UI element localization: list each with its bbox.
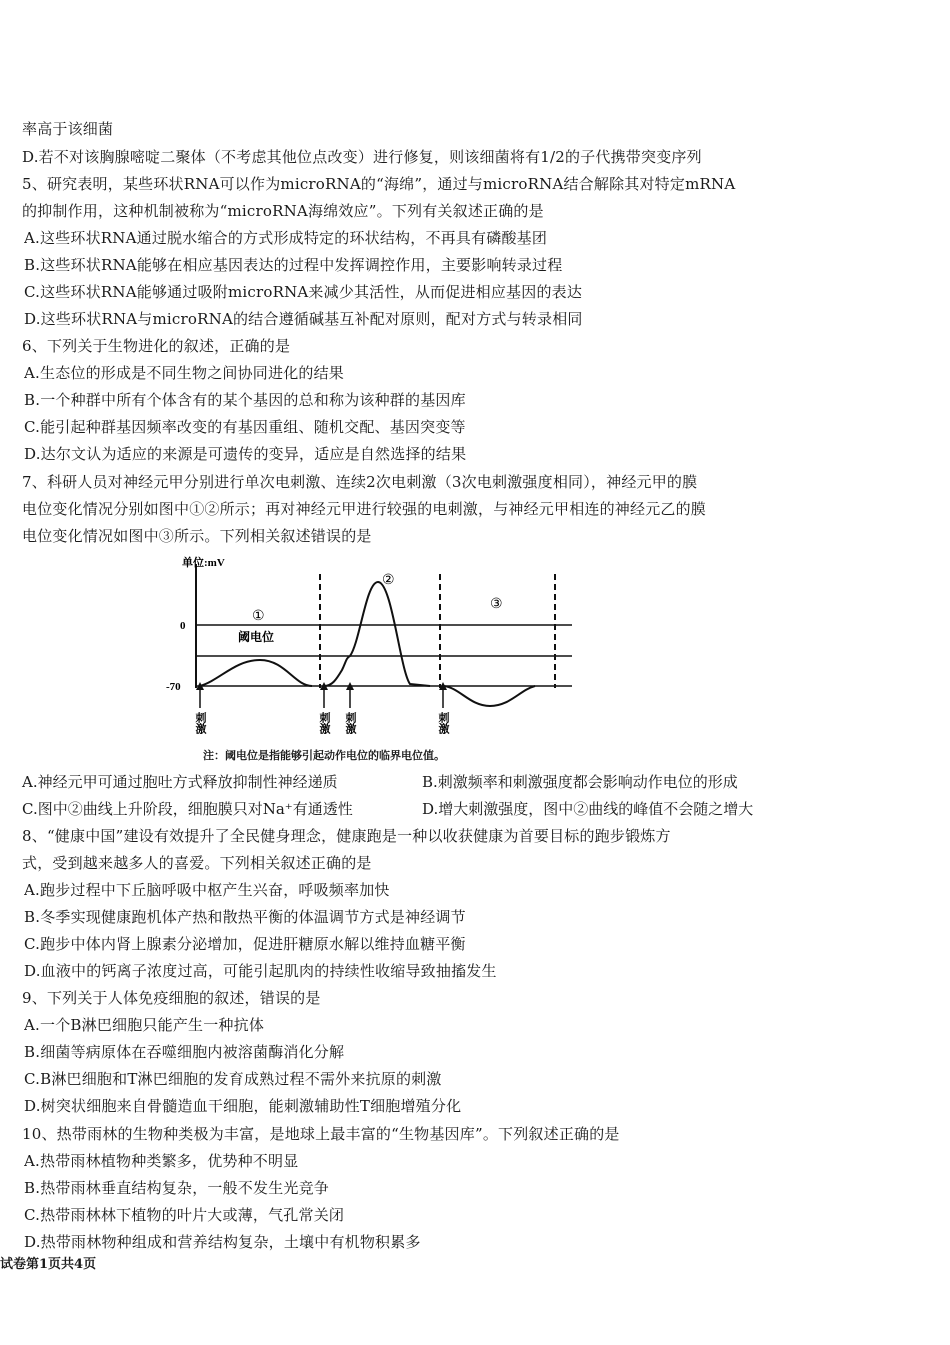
option-d: D.树突状细胞来自骨髓造血干细胞，能刺激辅助性T细胞增殖分化: [24, 1097, 462, 1115]
option-a: A.神经元甲可通过胞吐方式释放抑制性神经递质: [22, 773, 338, 791]
figure-note: 注：阈电位是指能够引起动作电位的临界电位值。: [203, 749, 445, 762]
option-c: C.图中②曲线上升阶段，细胞膜只对Na⁺有通透性: [22, 800, 353, 818]
option-d: D.达尔文认为适应的来源是可遗传的变异，适应是自然选择的结果: [24, 445, 467, 463]
option-d: D.热带雨林物种组成和营养结构复杂，土壤中有机物积累多: [24, 1233, 421, 1251]
page-footer: 试卷第1页共4页: [0, 1257, 97, 1272]
text-line: 电位变化情况如图中③所示。下列相关叙述错误的是: [22, 527, 372, 545]
question-10-stem: 10、热带雨林的生物种类极为丰富，是地球上最丰富的“生物基因库”。下列叙述正确的是: [22, 1125, 620, 1143]
tick-zero: 0: [180, 620, 186, 632]
curve-3: [444, 686, 535, 706]
option-b: B.热带雨林垂直结构复杂，一般不发生光竞争: [24, 1179, 329, 1197]
option-b: B.冬季实现健康跑机体产热和散热平衡的体温调节方式是神经调节: [24, 908, 466, 926]
option-d: D.这些环状RNA与microRNA的结合遵循碱基互补配对原则，配对方式与转录相同: [24, 310, 583, 328]
curve-1: [200, 660, 312, 686]
option-b: B.细菌等病原体在吞噬细胞内被溶菌酶消化分解: [24, 1043, 345, 1061]
question-8-stem: 8、“健康中国”建设有效提升了全民健身理念，健康跑是一种以收获健康为首要目标的跑步锻炼方: [22, 827, 671, 845]
option-a: A.跑步过程中下丘脑呼吸中枢产生兴奋，呼吸频率加快: [24, 881, 390, 899]
curve-2: [324, 582, 430, 686]
stimulus-label: 刺激: [194, 712, 206, 734]
text-line: 率高于该细菌: [22, 120, 114, 138]
question-9-stem: 9、下列关于人体免疫细胞的叙述，错误的是: [22, 989, 321, 1007]
option-d: D.血液中的钙离子浓度过高，可能引起肌肉的持续性收缩导致抽搐发生: [24, 962, 497, 980]
option-a: A.一个B淋巴细胞只能产生一种抗体: [24, 1016, 265, 1034]
option-row: [22, 771, 927, 793]
text-line: 的抑制作用，这种机制被称为“microRNA海绵效应”。下列有关叙述正确的是: [22, 202, 544, 220]
option-c: C.热带雨林林下植物的叶片大或薄，气孔常关闭: [24, 1206, 345, 1224]
stimulus-marker-1: [194, 682, 208, 735]
text-line: 式，受到越来越多人的喜爱。下列相关叙述正确的是: [22, 854, 372, 872]
question-5-stem: 5、研究表明，某些环状RNA可以作为microRNA的“海绵”，通过与microRNA结合解除其对特定mRNA: [22, 175, 736, 193]
question-7-stem: 7、科研人员对神经元甲分别进行单次电刺激、连续2次电刺激（3次电刺激强度相同），神经元甲的膜: [22, 473, 698, 491]
option-b: B.刺激频率和刺激强度都会影响动作电位的形成: [422, 773, 738, 791]
option-a: A.这些环状RNA通过脱水缩合的方式形成特定的环状结构，不再具有磷酸基团: [24, 229, 548, 247]
threshold-label: 阈电位: [238, 630, 275, 644]
option-c: C.能引起种群基因频率改变的有基因重组、随机交配、基因突变等: [24, 418, 466, 436]
curve-1-label: ①: [252, 609, 265, 624]
tick-minus70: -70: [166, 681, 181, 693]
y-axis-label: 单位:mV: [182, 557, 225, 569]
option-row: [22, 798, 927, 820]
option-c: C.这些环状RNA能够通过吸附microRNA来减少其活性，从而促进相应基因的表达: [24, 283, 583, 301]
text-line: D.若不对该胸腺嘧啶二聚体（不考虑其他位点改变）进行修复，则该细菌将有1/2的子代携带突变序列: [22, 148, 702, 166]
stimulus-marker-4: [437, 682, 451, 735]
question-6-stem: 6、下列关于生物进化的叙述，正确的是: [22, 337, 291, 355]
option-b: B.一个种群中所有个体含有的某个基因的总和称为该种群的基因库: [24, 391, 466, 409]
option-c: C.跑步中体内肾上腺素分泌增加，促进肝糖原水解以维持血糖平衡: [24, 935, 466, 953]
option-c: C.B淋巴细胞和T淋巴细胞的发育成熟过程不需外来抗原的刺激: [24, 1070, 442, 1088]
membrane-potential-diagram: [160, 552, 590, 767]
stimulus-label: 刺激: [318, 712, 330, 734]
option-b: B.这些环状RNA能够在相应基因表达的过程中发挥调控作用，主要影响转录过程: [24, 256, 563, 274]
stimulus-marker-2: [318, 682, 332, 735]
stimulus-label: 刺激: [344, 712, 356, 734]
stimulus-marker-3: [344, 682, 358, 735]
option-a: A.生态位的形成是不同生物之间协同进化的结果: [24, 364, 345, 382]
option-a: A.热带雨林植物种类繁多，优势种不明显: [24, 1152, 299, 1170]
option-d: D.增大刺激强度，图中②曲线的峰值不会随之增大: [422, 800, 754, 818]
text-line: 电位变化情况分别如图中①②所示；再对神经元甲进行较强的电刺激，与神经元甲相连的神经元乙的膜: [22, 500, 707, 518]
curve-2-label: ②: [382, 573, 395, 588]
membrane-potential-figure: [160, 552, 590, 767]
stimulus-label: 刺激: [437, 712, 449, 734]
curve-3-label: ③: [490, 597, 503, 612]
